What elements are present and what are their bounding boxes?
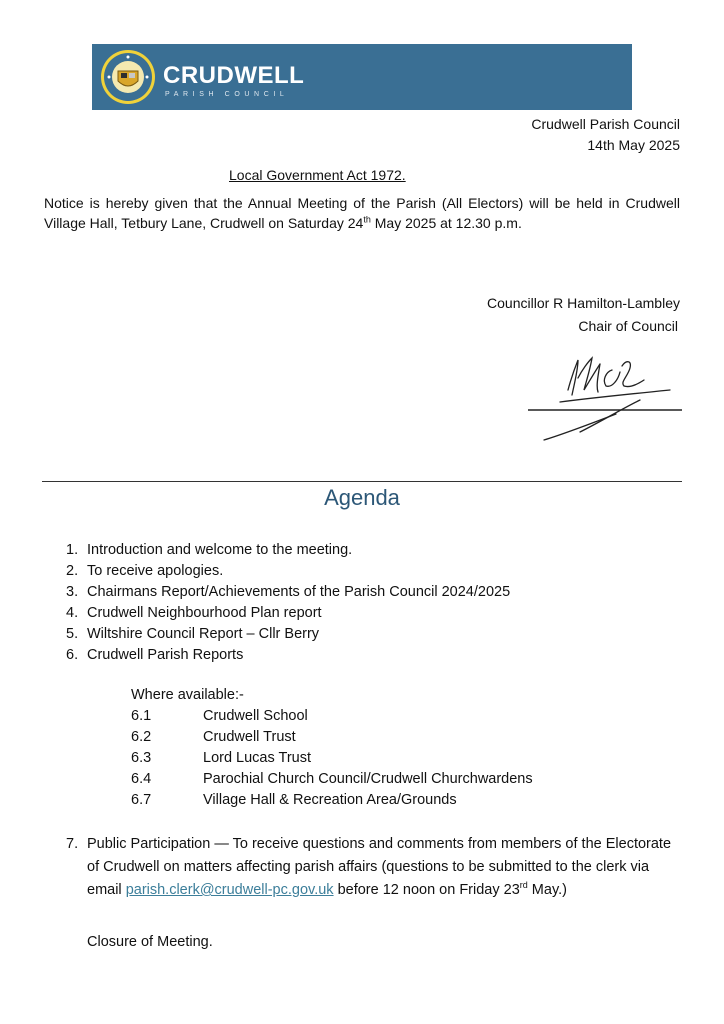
notice-text-part1: Notice is hereby given that the Annual Meeting of the Parish (All Electors) will be held in Crudwell Village Hall, Tetbury Lane, Crudwell on Saturday 24	[44, 195, 680, 231]
public-participation-deadline: before 12 noon on Friday 23	[333, 882, 520, 898]
agenda-item	[66, 542, 352, 558]
parish-crest-logo	[100, 49, 156, 105]
public-participation-text: Public Participation — To receive questions and comments from members of the Electorate of Crudwell on matters affecting parish affairs (questions to be submitted to the clerk via email	[87, 836, 672, 898]
agenda-item	[66, 626, 319, 642]
subitem-text: Crudwell School	[203, 708, 308, 724]
agenda-subitem	[131, 708, 308, 724]
where-available-label: Where available:-	[131, 687, 244, 703]
subitem-text: Crudwell Trust	[203, 729, 296, 745]
agenda-item	[66, 647, 243, 663]
sender-organisation: Crudwell Parish Council	[531, 116, 680, 132]
agenda-item-number: 1.	[66, 542, 79, 558]
agenda-title: Agenda	[324, 485, 400, 510]
handwritten-signature	[520, 340, 690, 450]
header-banner	[92, 44, 632, 110]
section-divider	[42, 481, 682, 482]
agenda-item-public-participation	[66, 833, 686, 902]
agenda-item	[66, 584, 510, 600]
clerk-email-link[interactable]: parish.clerk@crudwell-pc.gov.uk	[125, 882, 334, 898]
subitem-number: 6.3	[131, 750, 152, 766]
agenda-item-number: 5.	[66, 626, 79, 642]
subitem-text: Lord Lucas Trust	[203, 750, 311, 766]
agenda-item	[66, 563, 223, 579]
subitem-number: 6.4	[131, 771, 152, 787]
deadline-superscript: rd	[519, 880, 528, 891]
act-title: Local Government Act 1972.	[229, 167, 406, 183]
notice-text-part2: May 2025 at 12.30 p.m.	[370, 215, 522, 231]
subitem-text: Village Hall & Recreation Area/Grounds	[203, 792, 457, 808]
agenda-item-text: Chairmans Report/Achievements of the Parish Council 2024/2025	[87, 584, 511, 600]
signatory-name: Councillor R Hamilton-Lambley	[487, 295, 680, 311]
subitem-text: Parochial Church Council/Crudwell Churchwardens	[203, 771, 533, 787]
agenda-item-number: 7.	[66, 836, 79, 852]
agenda-item-number: 3.	[66, 584, 79, 600]
agenda-subitem	[131, 771, 533, 787]
closure-text: Closure of Meeting.	[87, 934, 213, 950]
signatory-role: Chair of Council	[578, 318, 678, 334]
meeting-notice	[44, 193, 680, 233]
public-participation-end: May.)	[527, 882, 567, 898]
subitem-number: 6.7	[131, 792, 152, 808]
subitem-number: 6.1	[131, 708, 152, 724]
agenda-item	[66, 605, 322, 621]
subitem-number: 6.2	[131, 729, 152, 745]
agenda-subitem	[131, 792, 457, 808]
agenda-item-number: 2.	[66, 563, 79, 579]
agenda-subitem	[131, 729, 296, 745]
notice-superscript: th	[363, 214, 371, 225]
brand-subtitle: PARISH COUNCIL	[165, 91, 289, 98]
agenda-item-text: Wiltshire Council Report – Cllr Berry	[87, 626, 320, 642]
agenda-item-text: Introduction and welcome to the meeting.	[87, 542, 353, 558]
agenda-item-number: 6.	[66, 647, 79, 663]
agenda-item-number: 4.	[66, 605, 79, 621]
agenda-item-text: Crudwell Neighbourhood Plan report	[87, 605, 322, 621]
agenda-item-text: Crudwell Parish Reports	[87, 647, 244, 663]
agenda-item-text: To receive apologies.	[87, 563, 224, 579]
agenda-subitem	[131, 750, 311, 766]
brand-name: CRUDWELL	[163, 62, 305, 89]
letter-date: 14th May 2025	[587, 137, 680, 153]
